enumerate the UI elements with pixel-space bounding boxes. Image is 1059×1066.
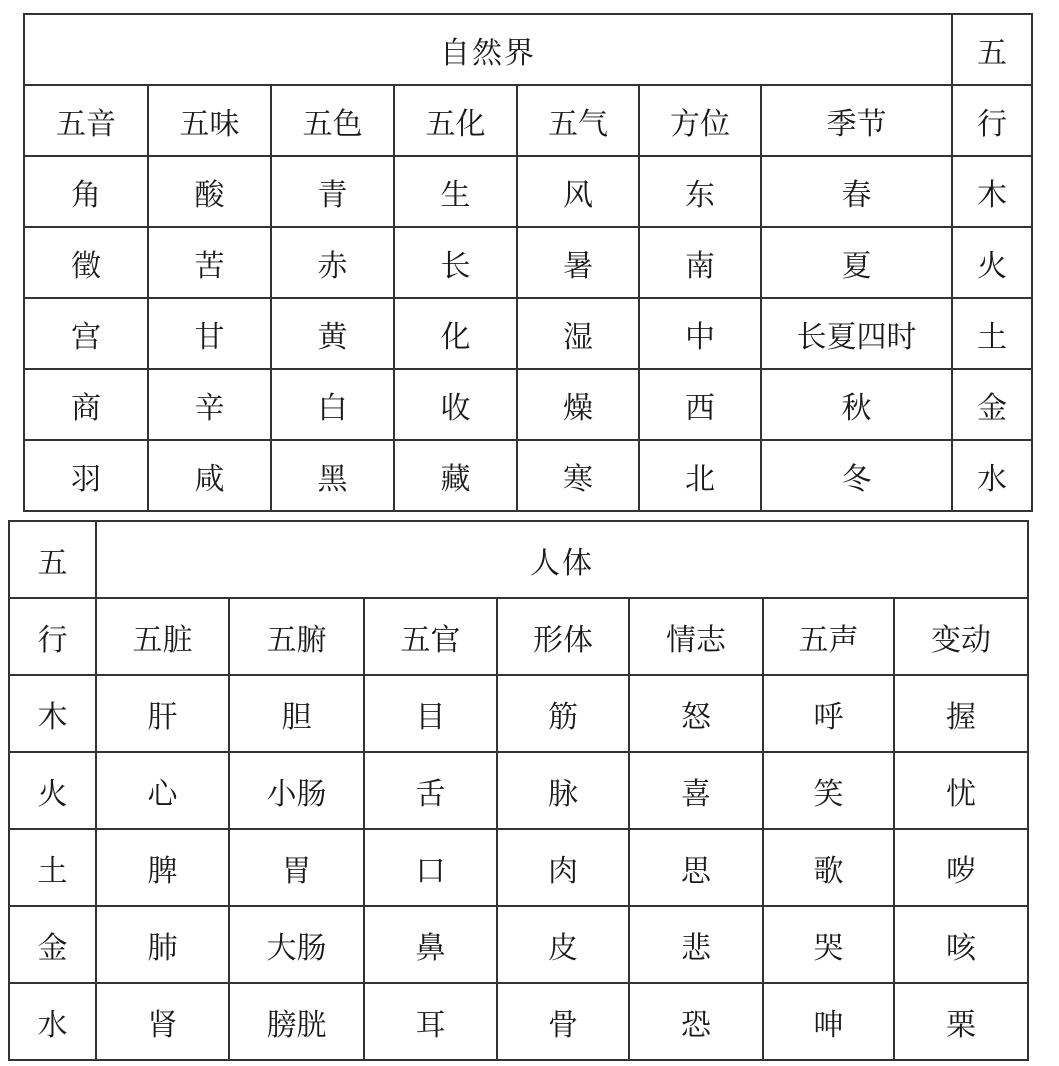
element-cell: 木 <box>9 675 96 752</box>
table-cell: 酸 <box>148 156 271 227</box>
table-row <box>9 983 1028 1060</box>
table-cell: 长夏四时 <box>761 298 952 369</box>
table-cell: 小肠 <box>229 752 364 829</box>
column-header: 五脏 <box>96 598 229 675</box>
table-header-row <box>9 521 1028 598</box>
table-cell: 呻 <box>763 983 894 1060</box>
table-cell: 夏 <box>761 227 952 298</box>
table-row <box>9 752 1028 829</box>
table-row <box>9 675 1028 752</box>
table-cell: 喜 <box>629 752 763 829</box>
element-cell: 金 <box>9 906 96 983</box>
table-cell: 西 <box>639 369 761 440</box>
table-cell: 脾 <box>96 829 229 906</box>
table-cell: 鼻 <box>364 906 497 983</box>
table-header-row <box>9 598 1028 675</box>
column-header: 五腑 <box>229 598 364 675</box>
table-cell: 中 <box>639 298 761 369</box>
table-row <box>9 906 1028 983</box>
table-cell: 生 <box>394 156 517 227</box>
table-cell: 秋 <box>761 369 952 440</box>
human-body-correspondence-table <box>8 520 1029 1061</box>
table-row <box>24 369 1032 440</box>
element-cell: 金 <box>952 369 1032 440</box>
table-cell: 耳 <box>364 983 497 1060</box>
table-cell: 春 <box>761 156 952 227</box>
table-cell: 暑 <box>517 227 639 298</box>
element-cell: 火 <box>952 227 1032 298</box>
column-header: 季节 <box>761 85 952 156</box>
table-cell: 羽 <box>24 440 148 511</box>
table-cell: 南 <box>639 227 761 298</box>
table-cell: 大肠 <box>229 906 364 983</box>
element-cell: 火 <box>9 752 96 829</box>
table-cell: 肾 <box>96 983 229 1060</box>
table-cell: 胆 <box>229 675 364 752</box>
table-cell: 膀胱 <box>229 983 364 1060</box>
table-cell: 辛 <box>148 369 271 440</box>
table-cell: 骨 <box>497 983 629 1060</box>
table-cell: 思 <box>629 829 763 906</box>
table-cell: 哕 <box>894 829 1028 906</box>
table-cell: 黄 <box>271 298 394 369</box>
column-header: 五声 <box>763 598 894 675</box>
column-header: 方位 <box>639 85 761 156</box>
column-header: 形体 <box>497 598 629 675</box>
element-cell: 土 <box>952 298 1032 369</box>
column-header: 五音 <box>24 85 148 156</box>
table-cell: 肺 <box>96 906 229 983</box>
table-cell: 赤 <box>271 227 394 298</box>
table-cell: 东 <box>639 156 761 227</box>
table-cell: 苦 <box>148 227 271 298</box>
element-cell: 土 <box>9 829 96 906</box>
wuxing-header-top: 五 <box>952 14 1032 85</box>
wuxing-header-top: 五 <box>9 521 96 598</box>
table-cell: 黑 <box>271 440 394 511</box>
table-cell: 咸 <box>148 440 271 511</box>
table-cell: 角 <box>24 156 148 227</box>
body-title: 人体 <box>96 521 1028 598</box>
table-row <box>24 298 1032 369</box>
table-cell: 商 <box>24 369 148 440</box>
table-cell: 肝 <box>96 675 229 752</box>
table-cell: 寒 <box>517 440 639 511</box>
table-cell: 筋 <box>497 675 629 752</box>
table-cell: 怒 <box>629 675 763 752</box>
table-cell: 徵 <box>24 227 148 298</box>
table-cell: 口 <box>364 829 497 906</box>
table-row <box>24 440 1032 511</box>
table-cell: 目 <box>364 675 497 752</box>
table-cell: 咳 <box>894 906 1028 983</box>
table-header-row <box>24 85 1032 156</box>
table-cell: 长 <box>394 227 517 298</box>
table-cell: 忧 <box>894 752 1028 829</box>
table-cell: 北 <box>639 440 761 511</box>
nature-title: 自然界 <box>24 14 952 85</box>
column-header: 情志 <box>629 598 763 675</box>
column-header: 五气 <box>517 85 639 156</box>
table-cell: 风 <box>517 156 639 227</box>
table-cell: 胃 <box>229 829 364 906</box>
table-cell: 哭 <box>763 906 894 983</box>
table-cell: 笑 <box>763 752 894 829</box>
table-row <box>9 829 1028 906</box>
table-cell: 白 <box>271 369 394 440</box>
table-cell: 心 <box>96 752 229 829</box>
column-header: 五味 <box>148 85 271 156</box>
table-cell: 化 <box>394 298 517 369</box>
table-cell: 湿 <box>517 298 639 369</box>
table-row <box>24 156 1032 227</box>
column-header: 五官 <box>364 598 497 675</box>
table-cell: 肉 <box>497 829 629 906</box>
table-cell: 舌 <box>364 752 497 829</box>
table-cell: 栗 <box>894 983 1028 1060</box>
table-cell: 藏 <box>394 440 517 511</box>
table-cell: 悲 <box>629 906 763 983</box>
table-header-row <box>24 14 1032 85</box>
table-cell: 皮 <box>497 906 629 983</box>
table-cell: 呼 <box>763 675 894 752</box>
element-cell: 水 <box>952 440 1032 511</box>
table-cell: 甘 <box>148 298 271 369</box>
nature-correspondence-table <box>23 13 1033 512</box>
table-cell: 握 <box>894 675 1028 752</box>
table-cell: 燥 <box>517 369 639 440</box>
table-cell: 宫 <box>24 298 148 369</box>
element-cell: 木 <box>952 156 1032 227</box>
table-cell: 冬 <box>761 440 952 511</box>
wuxing-header-bottom: 行 <box>9 598 96 675</box>
element-cell: 水 <box>9 983 96 1060</box>
table-cell: 脉 <box>497 752 629 829</box>
table-cell: 恐 <box>629 983 763 1060</box>
table-cell: 青 <box>271 156 394 227</box>
table-row <box>24 227 1032 298</box>
column-header: 五色 <box>271 85 394 156</box>
column-header: 变动 <box>894 598 1028 675</box>
wuxing-header-bottom: 行 <box>952 85 1032 156</box>
column-header: 五化 <box>394 85 517 156</box>
table-cell: 歌 <box>763 829 894 906</box>
table-cell: 收 <box>394 369 517 440</box>
